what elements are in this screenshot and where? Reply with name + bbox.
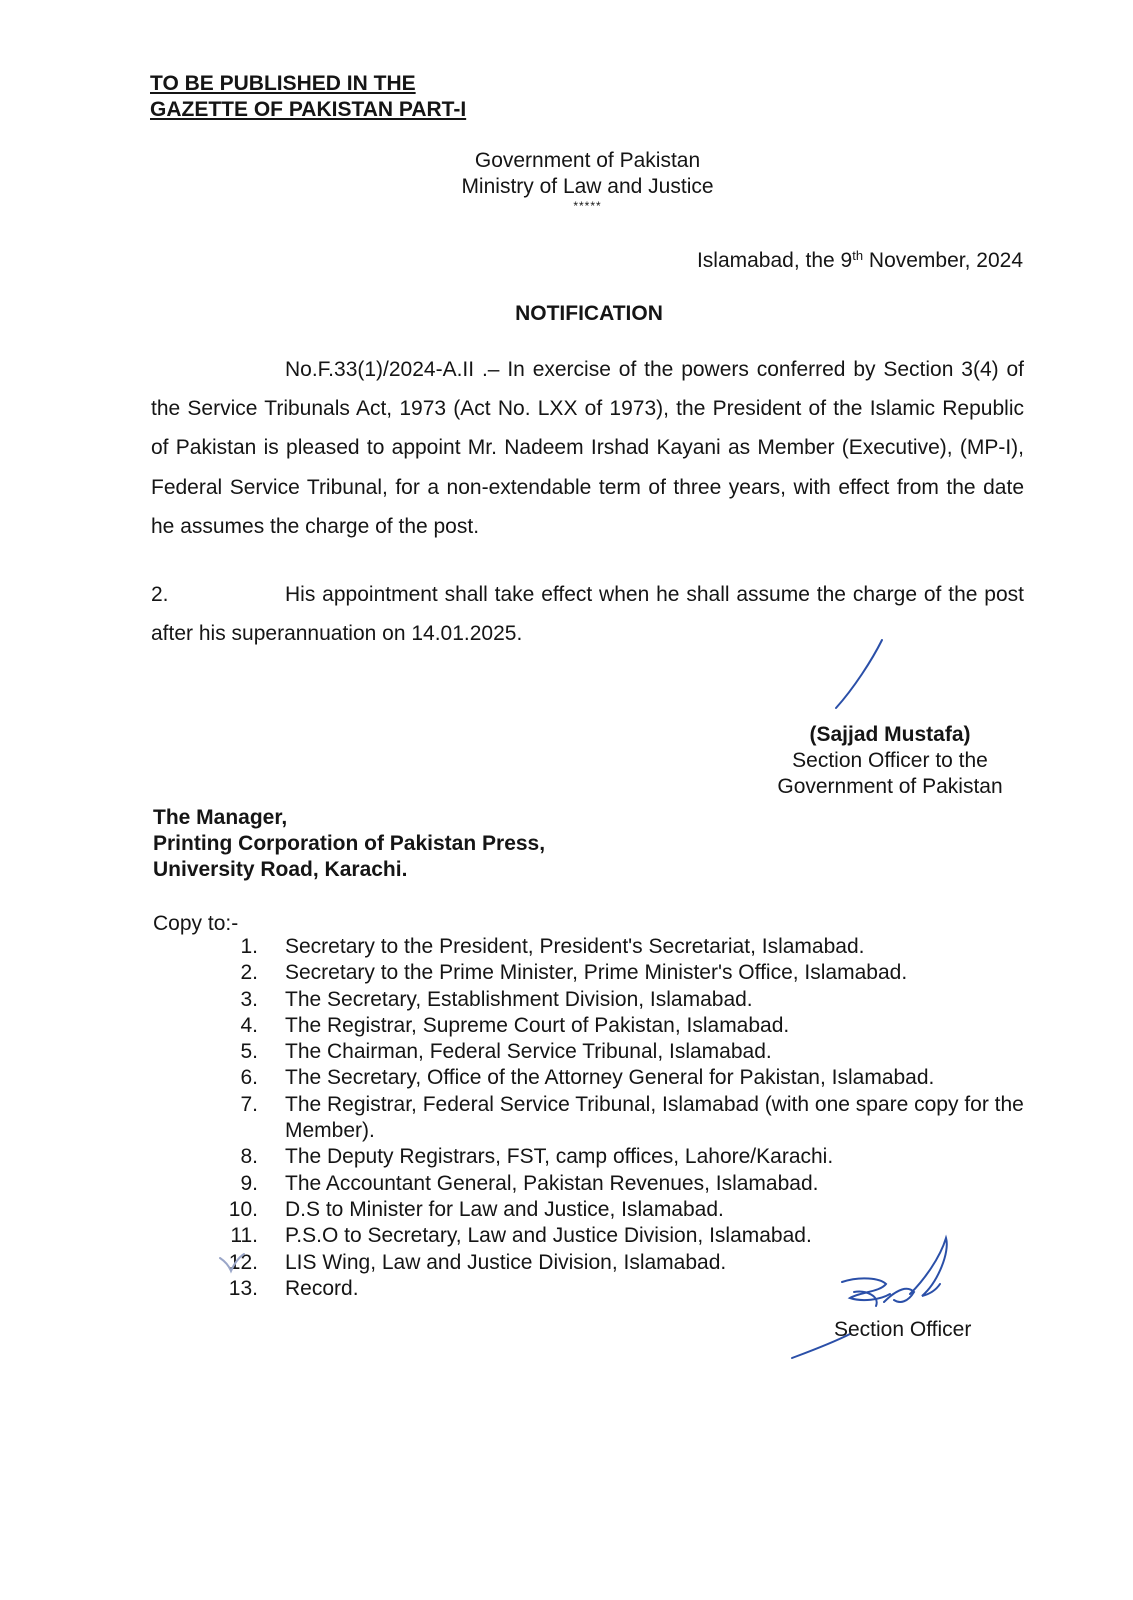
stars-divider: ***** xyxy=(573,199,602,213)
list-item xyxy=(223,1013,1033,1039)
list-item-text: Secretary to the President, President's Secretariat, Islamabad. xyxy=(285,935,865,958)
list-item xyxy=(223,1092,1033,1145)
list-item xyxy=(223,960,1033,986)
list-item-number: 9. xyxy=(240,1171,258,1195)
paragraph-2-text: His appointment shall take effect when he shall assume the charge of the post after his superannuation on 14.01.2025. xyxy=(151,583,1024,646)
date-rest: November, 2024 xyxy=(863,249,1023,272)
addressee-block xyxy=(153,805,545,883)
addressee-line-2: Printing Corporation of Pakistan Press, xyxy=(153,832,546,855)
list-item-text: The Registrar, Supreme Court of Pakistan, Islamabad. xyxy=(285,1013,790,1037)
list-item-number: 12. xyxy=(228,1250,258,1274)
date-prefix: Islamabad, the 9 xyxy=(696,249,853,272)
initials-signature-icon xyxy=(790,1232,970,1362)
list-item-text: P.S.O to Secretary, Law and Justice Division, Islamabad. xyxy=(285,1224,812,1248)
list-item xyxy=(223,1171,1033,1197)
list-item-number: 10. xyxy=(228,1197,258,1221)
tick-mark-icon xyxy=(218,1252,246,1274)
signatory-name: (Sajjad Mustafa) xyxy=(809,723,971,746)
signatory-designation-2: Government of Pakistan xyxy=(777,775,1003,798)
list-item-number: 11. xyxy=(230,1224,258,1248)
list-item-text: The Accountant General, Pakistan Revenues, Islamabad. xyxy=(285,1171,819,1195)
list-item-number: 6. xyxy=(240,1066,258,1090)
list-item-text: Record. xyxy=(285,1276,359,1300)
list-item-number: 4. xyxy=(240,1013,258,1037)
list-item xyxy=(223,1144,1033,1170)
list-item xyxy=(223,934,1033,960)
list-item-number: 2. xyxy=(240,961,258,985)
gazette-heading xyxy=(150,71,466,123)
list-item-text: LIS Wing, Law and Justice Division, Islamabad. xyxy=(285,1250,727,1274)
list-item-text: The Deputy Registrars, FST, camp offices, Lahore/Karachi. xyxy=(285,1145,834,1169)
signatory-block xyxy=(700,722,1080,800)
list-item-text: The Registrar, Federal Service Tribunal, Islamabad (with one spare copy for the Member). xyxy=(285,1092,1024,1143)
list-item-number: 7. xyxy=(240,1092,258,1116)
list-item-text: The Chairman, Federal Service Tribunal, Islamabad. xyxy=(285,1040,772,1064)
list-item-number: 3. xyxy=(240,987,258,1011)
list-item-number: 5. xyxy=(240,1040,258,1064)
list-item-number: 1. xyxy=(240,935,258,958)
signatory-designation-1: Section Officer to the xyxy=(792,749,988,772)
list-item-text: The Secretary, Office of the Attorney General for Pakistan, Islamabad. xyxy=(285,1066,935,1090)
list-item-number: 13. xyxy=(228,1276,258,1300)
ministry-name: Ministry of Law and Justice xyxy=(461,175,714,198)
addressee-line-3: University Road, Karachi. xyxy=(153,858,408,881)
government-name: Government of Pakistan xyxy=(474,149,701,172)
gazette-line-2: GAZETTE OF PAKISTAN PART-I xyxy=(150,98,467,121)
notification-title: NOTIFICATION xyxy=(515,302,663,325)
list-item-text: Secretary to the Prime Minister, Prime Minister's Office, Islamabad. xyxy=(285,961,908,985)
date-suffix: th xyxy=(852,248,864,263)
date-line xyxy=(697,248,1023,273)
list-item xyxy=(223,1065,1033,1091)
section-officer-label: Section Officer xyxy=(834,1318,972,1341)
list-item xyxy=(223,1197,1033,1223)
signature-stroke-icon xyxy=(820,636,900,716)
addressee-line-1: The Manager, xyxy=(153,806,288,829)
list-item xyxy=(223,1039,1033,1065)
list-item-text: D.S to Minister for Law and Justice, Islamabad. xyxy=(285,1197,724,1221)
list-item-text: The Secretary, Establishment Division, Islamabad. xyxy=(285,987,753,1011)
list-item xyxy=(223,987,1033,1013)
letterhead xyxy=(0,148,1133,212)
gazette-line-1: TO BE PUBLISHED IN THE xyxy=(150,72,416,95)
list-item-number: 8. xyxy=(240,1145,258,1169)
paragraph-1: No.F.33(1)/2024-A.II .– In exercise of the powers conferred by Section 3(4) of the Service Tribunals Act, 1973 (Act No. LXX of 1973), the President of the Islamic Republic of Pakistan is pleased to appoint Mr. Nadeem Irshad Kayani as Member (Executive), (MP-I), Federal Service Tribunal, for a non-extendable term of three years, with effect from the date he assumes the charge of the post. xyxy=(151,358,1024,538)
copy-to-label: Copy to:- xyxy=(153,912,239,935)
paragraph-2-number: 2. xyxy=(151,583,169,606)
